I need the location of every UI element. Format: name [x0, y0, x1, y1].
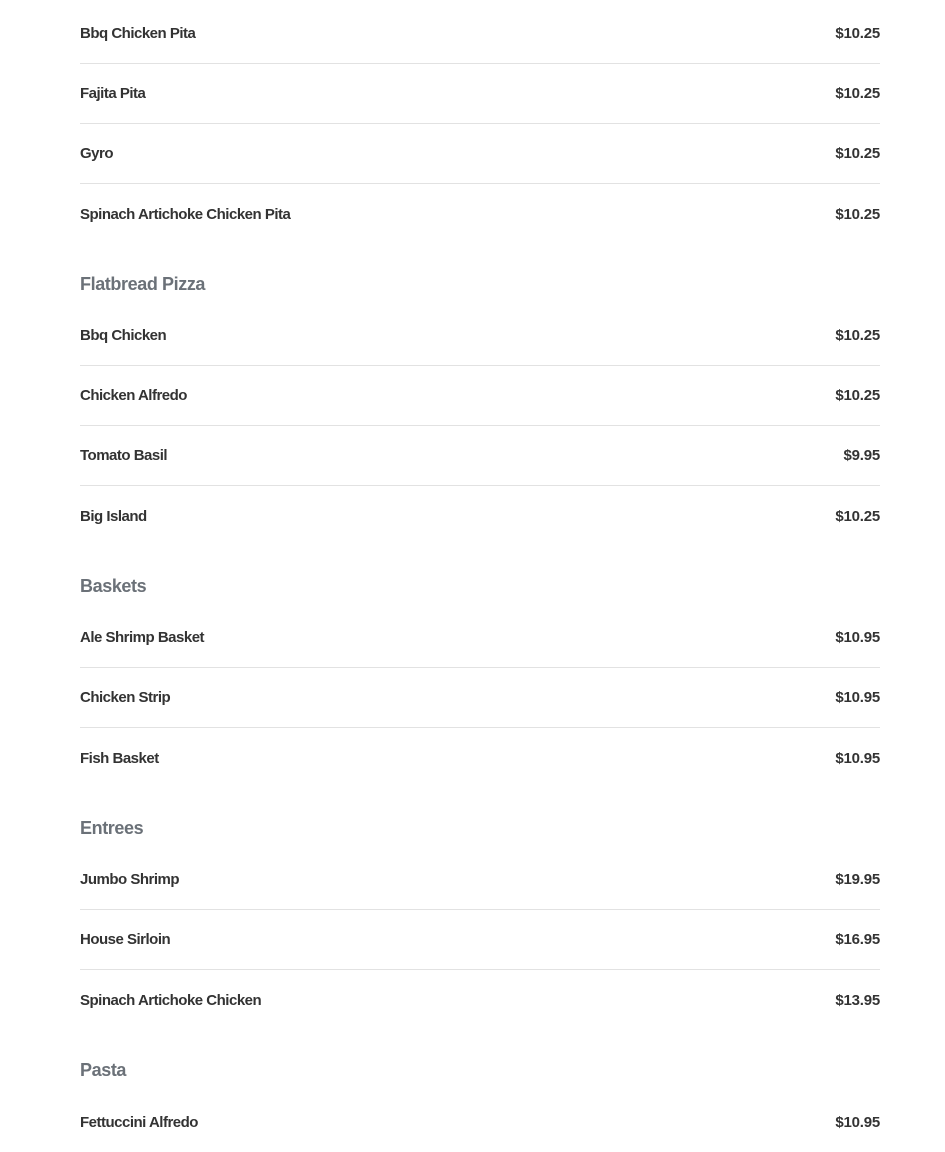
menu-item-name: Gyro [80, 145, 114, 162]
menu-item[interactable] [80, 608, 880, 668]
menu-item-price: $10.95 [835, 689, 880, 706]
menu-item[interactable] [80, 850, 880, 910]
menu-item-name: Chicken Alfredo [80, 387, 187, 404]
menu-item[interactable] [80, 970, 880, 1030]
menu-item[interactable] [80, 124, 880, 184]
section-title: Flatbread Pizza [80, 274, 206, 294]
menu-item-name: Fajita Pita [80, 85, 146, 102]
section-title: Entrees [80, 818, 144, 838]
menu-item[interactable] [80, 306, 880, 366]
menu-item-name: Jumbo Shrimp [80, 871, 180, 888]
menu-section-flatbread-pizza [80, 270, 880, 546]
section-title: Pasta [80, 1060, 127, 1080]
menu-item-name: Spinach Artichoke Chicken [80, 991, 262, 1009]
menu-item-name: Ale Shrimp Basket [80, 629, 205, 646]
menu-item-price: $16.95 [835, 931, 880, 948]
menu-section-baskets [80, 572, 880, 788]
menu-item-name: Spinach Artichoke Chicken Pita [80, 205, 291, 223]
menu-item[interactable] [80, 366, 880, 426]
menu-item-price: $10.25 [835, 327, 880, 344]
menu-item[interactable] [80, 910, 880, 970]
menu-item[interactable] [80, 668, 880, 728]
menu-item-price: $10.25 [835, 387, 880, 404]
section-title: Baskets [80, 576, 147, 596]
menu-item-price: $10.25 [835, 25, 880, 42]
menu-item[interactable] [80, 64, 880, 124]
menu-item-price: $19.95 [835, 871, 880, 888]
menu-item[interactable] [80, 1092, 880, 1152]
menu-item-name: Bbq Chicken Pita [80, 25, 196, 42]
menu-item-price: $10.95 [835, 1113, 880, 1131]
menu-section-pitas [80, 4, 880, 244]
menu-item-name: Fettuccini Alfredo [80, 1113, 198, 1131]
menu-list [80, 0, 880, 1152]
menu-item-name: Chicken Strip [80, 689, 171, 706]
menu-item[interactable] [80, 426, 880, 486]
menu-section-entrees [80, 814, 880, 1030]
menu-item-price: $10.95 [835, 629, 880, 646]
menu-item[interactable] [80, 728, 880, 788]
menu-item-price: $10.25 [835, 507, 880, 525]
menu-item-name: Fish Basket [80, 749, 159, 767]
menu-section-pasta [80, 1056, 880, 1152]
menu-item[interactable] [80, 184, 880, 244]
menu-item[interactable] [80, 486, 880, 546]
menu-item-price: $13.95 [835, 991, 880, 1009]
menu-item-name: Big Island [80, 507, 147, 525]
menu-item-name: Tomato Basil [80, 447, 168, 464]
menu-item[interactable] [80, 4, 880, 64]
menu-item-price: $10.25 [835, 205, 880, 223]
menu-item-name: Bbq Chicken [80, 327, 167, 344]
menu-item-price: $10.25 [835, 145, 880, 162]
menu-item-name: House Sirloin [80, 931, 171, 948]
menu-item-price: $10.95 [835, 749, 880, 767]
menu-item-price: $10.25 [835, 85, 880, 102]
menu-item-price: $9.95 [843, 447, 880, 464]
